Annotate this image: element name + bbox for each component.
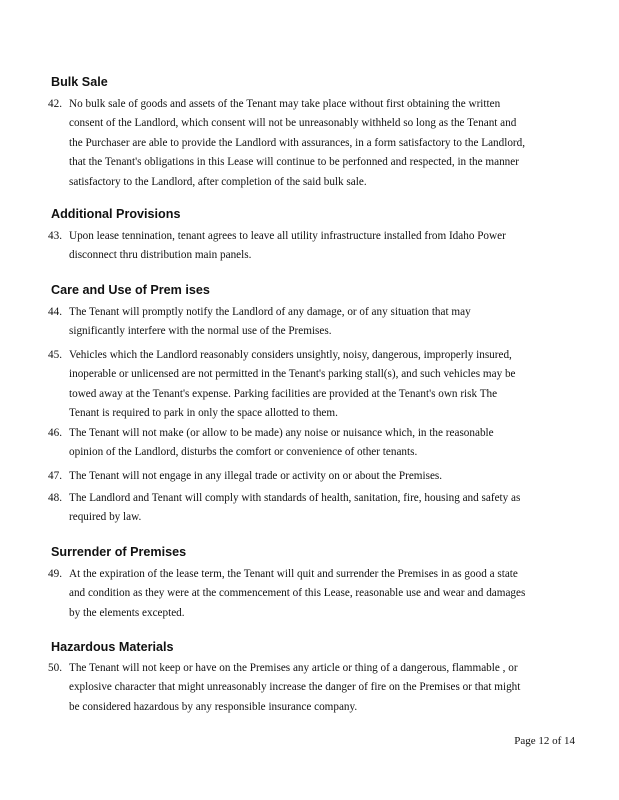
section-heading-care-and-use: Care and Use of Prem ises — [51, 283, 210, 297]
clause-42 — [48, 95, 568, 192]
section-heading-surrender: Surrender of Premises — [51, 545, 187, 559]
section-heading-hazardous-materials: Hazardous Materials — [51, 640, 174, 654]
clause-line: The Landlord and Tenant will comply with standards of health, sanitation, fire, housing and safety as — [69, 492, 521, 504]
clause-number: 45. — [48, 349, 62, 361]
clause-number: 44. — [48, 306, 62, 318]
clause-48 — [48, 489, 568, 528]
clause-45 — [48, 346, 568, 424]
clause-line: The Tenant will not make (or allow to be made) any noise or nuisance which, in the reasonable — [69, 427, 494, 439]
clause-46 — [48, 424, 568, 463]
clause-43 — [48, 227, 568, 266]
page-number: Page 12 of 14 — [514, 735, 575, 747]
clause-line: explosive character that might unreasonably increase the danger of fire on the Premises or that might — [69, 681, 521, 694]
clause-50 — [48, 659, 568, 717]
clause-line: consent of the Landlord, which consent will not be unreasonably withheld so long as the Tenant and — [69, 117, 517, 130]
clause-number: 47. — [48, 470, 62, 482]
clause-line: be considered hazardous by any responsible insurance company. — [69, 700, 358, 713]
clause-line: The Tenant will not keep or have on the Premises any article or thing of a dangerous, flammable , or — [69, 662, 518, 674]
clause-line: inoperable or unlicensed are not permitted in the Tenant's parking stall(s), and such vehicles may be — [69, 368, 516, 381]
clause-line: Vehicles which the Landlord reasonably considers unsightly, noisy, dangerous, improperly insured, — [69, 349, 512, 361]
clause-line: Upon lease tennination, tenant agrees to leave all utility infrastructure installed from Idaho Power — [69, 230, 506, 242]
clause-line: At the expiration of the lease term, the Tenant will quit and surrender the Premises in as good a state — [69, 568, 518, 580]
clause-line: No bulk sale of goods and assets of the Tenant may take place without first obtaining the written — [69, 98, 501, 110]
clause-line: required by law. — [69, 511, 142, 524]
clause-number: 42. — [48, 98, 62, 110]
clause-line: and condition as they were at the commencement of this Lease, reasonable use and wear and damages — [69, 587, 526, 600]
clause-line: The Tenant will promptly notify the Landlord of any damage, or of any situation that may — [69, 306, 471, 318]
clause-number: 48. — [48, 492, 62, 504]
clause-line: opinion of the Landlord, disturbs the comfort or convenience of other tenants. — [69, 446, 418, 459]
section-heading-additional-provisions: Additional Provisions — [51, 207, 181, 221]
clause-number: 46. — [48, 427, 62, 439]
clause-line: that the Tenant's obligations in this Lease will continue to be perfonned and respected, in the manner — [69, 156, 519, 169]
clause-line: satisfactory to the Landlord, after completion of the said bulk sale. — [69, 175, 367, 188]
clause-49 — [48, 565, 568, 623]
clause-number: 50. — [48, 662, 62, 674]
clause-number: 43. — [48, 230, 62, 242]
clause-line: the Purchaser are able to provide the Landlord with assurances, in a form satisfactory to the Landlord, — [69, 136, 526, 149]
clause-line: The Tenant will not engage in any illegal trade or activity on or about the Premises. — [69, 470, 443, 482]
clause-line: Tenant is required to park in only the space allotted to them. — [69, 407, 338, 420]
clause-number: 49. — [48, 568, 62, 580]
clause-47 — [48, 467, 568, 486]
clause-line: significantly interfere with the normal use of the Premises. — [69, 325, 332, 338]
clause-line: towed away at the Tenant's expense. Parking facilities are provided at the Tenant's own risk The — [69, 387, 498, 400]
clause-line: by the elements excepted. — [69, 606, 185, 619]
clause-line: disconnect thru distribution main panels. — [69, 249, 252, 262]
clause-44 — [48, 303, 568, 342]
section-heading-bulk-sale: Bulk Sale — [51, 75, 108, 89]
